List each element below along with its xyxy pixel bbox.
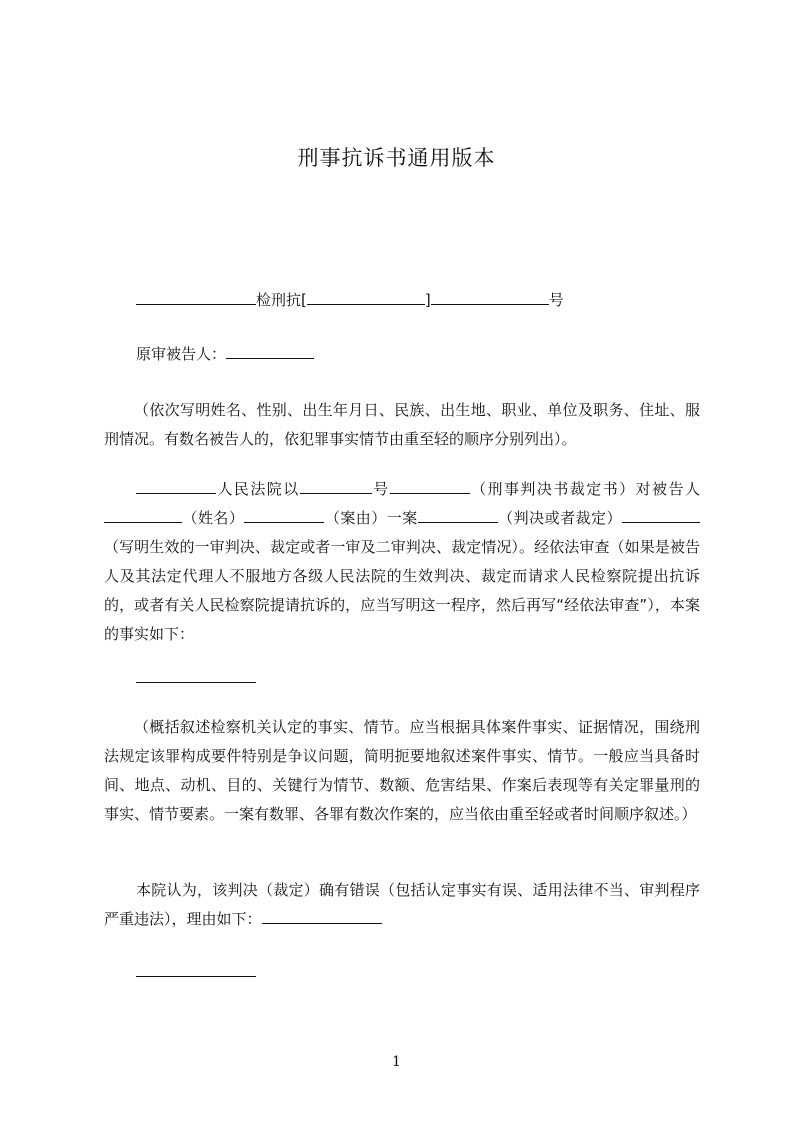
blank-field[interactable]: [136, 476, 216, 494]
blank-field[interactable]: [431, 287, 549, 305]
name-label: （姓名）: [182, 509, 245, 527]
document-number-line: [104, 286, 700, 315]
blank-field[interactable]: [390, 476, 470, 494]
reason-line: [104, 958, 700, 987]
paragraph-court-opinion: [104, 876, 700, 934]
defendant-label: 原审被告人：: [136, 345, 227, 363]
reason-detail-blank[interactable]: [136, 959, 256, 977]
reason-blank[interactable]: [262, 906, 382, 924]
blank-field[interactable]: [104, 505, 182, 523]
note-facts: （概括叙述检察机关认定的事实、情节。应当根据具体案件事实、证据情况，围绕刑法规定该罪构成要件特别是争议问题，简明扼要地叙述案件事实、情节。一般应当具备时间、地点、动机、目的、关键行为情节、数额、危害结果、作案后表现等有关定罪量刑的事实、情节要素。一案有数罪、各罪有数次作案的，应当依由重至轻或者时间顺序叙述。）: [104, 718, 700, 823]
paragraph-judgment-review: [104, 475, 700, 649]
document-type-label: （刑事判决书裁定书）对被告人: [469, 480, 700, 498]
blank-field[interactable]: [418, 505, 498, 523]
court-label: 人民法院以: [216, 480, 300, 498]
judgment-review-text: （写明生效的一审判决、裁定或者一审及二审判决、裁定情况）。经依法审查（如果是被告人及其法定代理人不服地方各级人民法院的生效判决、裁定而请求人民检察院提出抗诉的，或者有关人民检察院提请抗诉的，应当写明这一程序，然后再写“经依法审查”），本案的事实如下：: [104, 538, 700, 643]
defendant-blank[interactable]: [226, 341, 314, 359]
page-number: 1: [392, 1054, 401, 1070]
judgment-label: （判决或者裁定）: [497, 509, 622, 527]
blank-field[interactable]: [307, 287, 425, 305]
number-line-label: 检刑抗[: [256, 291, 307, 309]
court-opinion-text: 本院认为，该判决（裁定）确有错误（包括认定事实有误、适用法律不当、审判程序严重违法），理由如下：: [104, 881, 700, 928]
blank-field[interactable]: [300, 476, 372, 494]
blank-field[interactable]: [622, 505, 700, 523]
number-line-bracket: ]: [424, 291, 431, 309]
blank-field[interactable]: [244, 505, 324, 523]
number-line-suffix: 号: [548, 291, 564, 309]
facts-blank[interactable]: [136, 665, 256, 683]
number-label: 号: [371, 480, 390, 498]
blank-field[interactable]: [136, 287, 256, 305]
facts-line: [104, 664, 700, 693]
defendant-line: [104, 340, 700, 369]
case-label: （案由）一案: [324, 509, 418, 527]
document-title: 刑事抗诉书通用版本: [297, 146, 496, 170]
note-defendant-info: （依次写明姓名、性别、出生年月日、民族、出生地、职业、单位及职务、住址、服刑情况。有数名被告人的，依犯罪事实情节由重至轻的顺序分别列出）。: [104, 401, 700, 448]
